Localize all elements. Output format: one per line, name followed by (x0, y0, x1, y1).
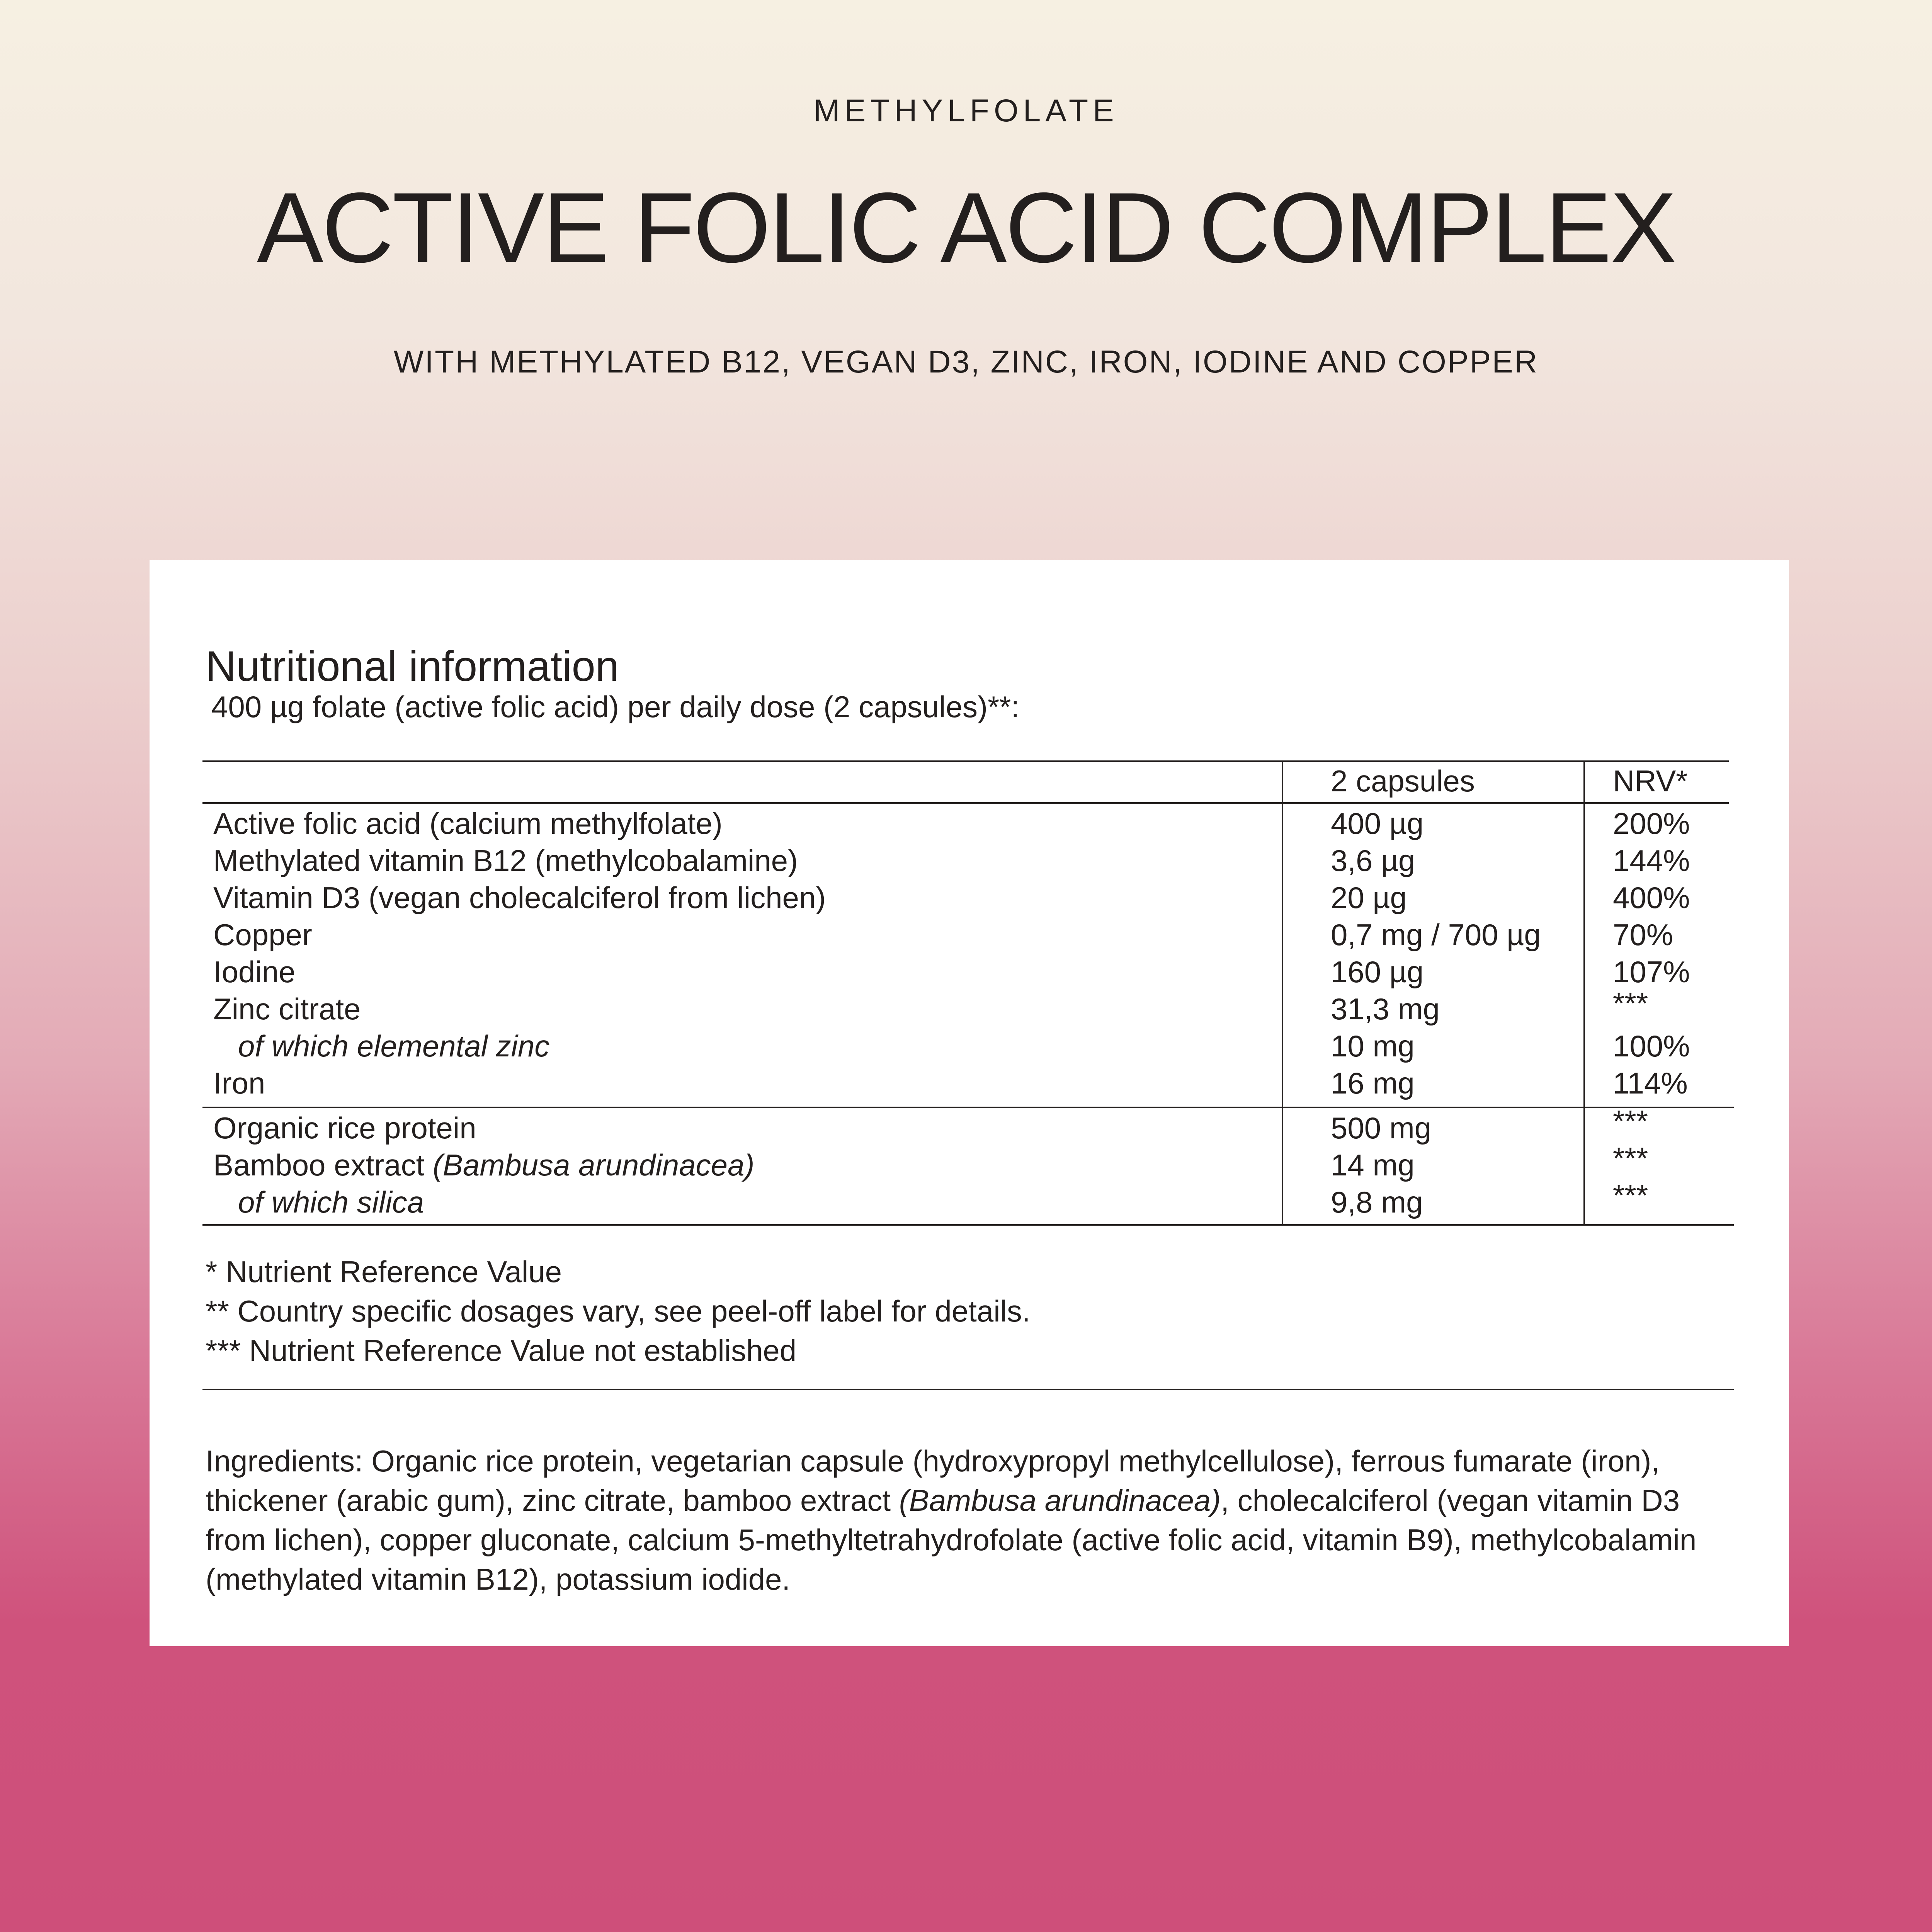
table-header-rule (202, 802, 1729, 804)
row-amount: 9,8 mg (1331, 1185, 1423, 1219)
row-nrv: *** (1613, 986, 1648, 1020)
row-name: Zinc citrate (213, 992, 361, 1026)
row-name: Copper (213, 918, 312, 952)
table-column-divider (1583, 760, 1585, 1226)
row-name: Iron (213, 1066, 265, 1100)
row-nrv: *** (1613, 1178, 1648, 1212)
table-bottom-rule (202, 1224, 1734, 1226)
ingredients-text (206, 1441, 1713, 1599)
table-top-rule (202, 760, 1729, 762)
row-amount: 500 mg (1331, 1111, 1432, 1145)
row-amount: 160 µg (1331, 955, 1424, 989)
ingredients-part: , cholecalciferol (vegan vitamin D3 from lichen), copper gluconate, calcium 5-methyltetrahydrofolate (active folic acid, vitamin B9), methylcobalamin (methylated vitamin B12), potassium iodide. (206, 1483, 1697, 1596)
nutrition-panel (150, 560, 1789, 1646)
footnotes (206, 1252, 1031, 1370)
row-nrv: 200% (1613, 806, 1690, 840)
page-title: ACTIVE FOLIC ACID COMPLEX (257, 172, 1675, 283)
row-amount: 0,7 mg / 700 µg (1331, 918, 1541, 952)
table-section-rule (202, 1107, 1734, 1108)
row-name: of which elemental zinc (238, 1029, 550, 1063)
row-name: Vitamin D3 (vegan cholecalciferol from lichen) (213, 881, 826, 915)
column-header-nrv: NRV* (1613, 764, 1688, 798)
row-nrv: 400% (1613, 881, 1690, 915)
footnote: *** Nutrient Reference Value not established (206, 1333, 797, 1367)
row-name: Methylated vitamin B12 (methylcobalamine) (213, 844, 798, 878)
row-name: Active folic acid (calcium methylfolate) (213, 806, 723, 840)
row-nrv: 114% (1613, 1066, 1688, 1100)
footnote: ** Country specific dosages vary, see peel-off label for details. (206, 1294, 1031, 1328)
panel-heading: Nutritional information (206, 643, 619, 690)
row-amount: 400 µg (1331, 806, 1424, 840)
eyebrow-label: METHYLFOLATE (813, 93, 1119, 128)
row-nrv: 70% (1613, 918, 1673, 952)
page-subtitle: WITH METHYLATED B12, VEGAN D3, ZINC, IRON, IODINE AND COPPER (393, 344, 1539, 379)
row-name: of which silica (238, 1185, 424, 1219)
row-name: Organic rice protein (213, 1111, 476, 1145)
row-amount: 10 mg (1331, 1029, 1415, 1063)
row-amount: 16 mg (1331, 1066, 1415, 1100)
table-column-divider (1282, 760, 1283, 1226)
row-name: Iodine (213, 955, 296, 989)
row-amount: 31,3 mg (1331, 992, 1440, 1026)
notes-bottom-rule (202, 1389, 1734, 1390)
row-name-text: Bamboo extract (213, 1148, 433, 1182)
row-nrv: 100% (1613, 1029, 1690, 1063)
row-nrv: 107% (1613, 955, 1690, 989)
footnote: * Nutrient Reference Value (206, 1255, 562, 1289)
row-name-italic: (Bambusa arundinacea) (432, 1148, 755, 1182)
row-amount: 14 mg (1331, 1148, 1415, 1182)
row-name (213, 1146, 754, 1184)
ingredients-italic: (Bambusa arundinacea) (899, 1483, 1221, 1517)
column-header-amount: 2 capsules (1331, 764, 1475, 798)
row-amount: 20 µg (1331, 881, 1407, 915)
row-nrv: 144% (1613, 844, 1690, 878)
ingredients-part: Ingredients: Organic rice protein, vegetarian capsule (hydroxypropyl methylcellulose), ferrous fumarate (iron), thickener (arabic gum), zinc citrate, bamboo extract (206, 1444, 1660, 1517)
row-nrv: *** (1613, 1141, 1648, 1175)
row-amount: 3,6 µg (1331, 844, 1415, 878)
panel-intro: 400 µg folate (active folic acid) per daily dose (2 capsules)**: (211, 690, 1020, 724)
row-nrv: *** (1613, 1104, 1648, 1138)
